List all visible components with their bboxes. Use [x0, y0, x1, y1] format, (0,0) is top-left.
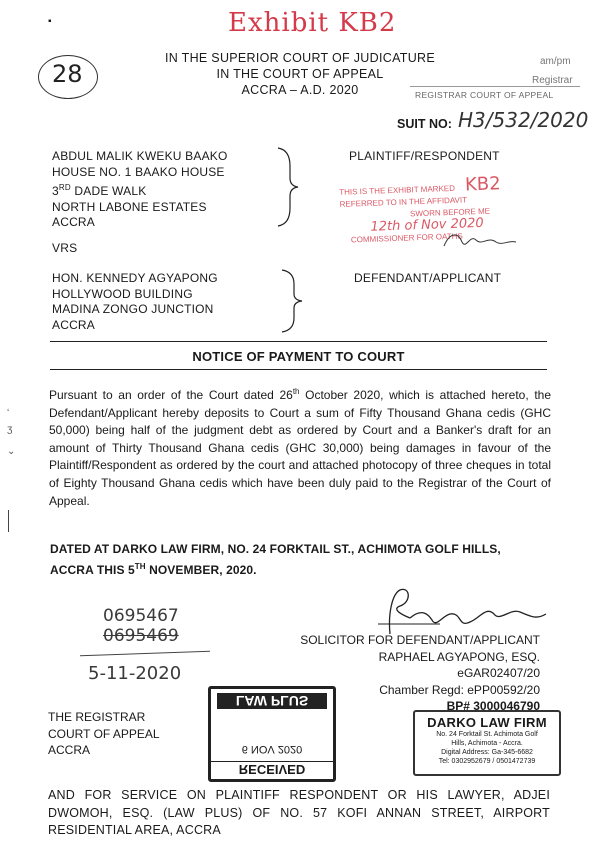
solicitor-block [300, 632, 540, 715]
court-line-3: ACCRA – A.D. 2020 [241, 83, 359, 97]
suit-no-value: H3/532/2020 [458, 108, 589, 132]
notice-body: Pursuant to an order of the Court dated 26th October 2020, which is attached hereto, the Defendant/Applicant hereby deposits to Court a sum of Fifty Thousand Ghana cedis (GHC 50,000) being half of the judgment debt as ordered by Court and a Banker's draft for an amount of Thirty Thousand Ghana cedis (GHC 30,000) being damages in favour of the Plaintiff/Respondent as ordered by the court and attached photocopy of three cheques in total of Eighty Thousand Ghana cedis which have been duly paid to the Registrar of the Court of Appeal. [49, 387, 551, 508]
exhibit-stamp-mark: KB2 [464, 173, 502, 196]
margin-mark-3: ⌄ [7, 446, 16, 457]
solicitor-name: RAPHAEL AGYAPONG, ESQ. [378, 649, 540, 664]
received-stamp-word: RECEIVED [211, 761, 333, 777]
court-line-2: IN THE COURT OF APPEAL [216, 67, 384, 81]
plaintiff-address-2: 3RD DADE WALK [52, 183, 147, 198]
registrar-block [48, 709, 160, 759]
versus: VRS [52, 241, 78, 255]
plaintiff-address-3: NORTH LABONE ESTATES [52, 199, 207, 214]
solicitor-chamber: Chamber Regd: ePP00592/20 [379, 682, 540, 697]
dated-line-2: ACCRA THIS 5TH NOVEMBER, 2020. [50, 562, 257, 577]
plaintiff-address-4: ACCRA [52, 215, 96, 229]
margin-mark-4 [8, 510, 9, 532]
am-pm-mark: am/pm [540, 56, 571, 67]
plaintiff-address-1: HOUSE NO. 1 BAAKO HOUSE [52, 164, 225, 179]
registrar-line-2: COURT OF APPEAL [48, 726, 160, 741]
firm-stamp-line-4: Tel: 0302952679 / 0501472739 [438, 758, 536, 765]
registrar-line-1: THE REGISTRAR [48, 710, 146, 724]
registrar-stamp: REGISTRAR COURT OF APPEAL [415, 90, 554, 100]
title-rule-top [50, 341, 547, 342]
plaintiff-block [52, 149, 228, 231]
suit-no-label: SUIT NO: [397, 117, 452, 131]
plaintiff-brace [276, 146, 300, 228]
received-stamp-date: 6 NOV 2020 [241, 743, 303, 755]
exhibit-stamp-line-3: SWORN BEFORE ME [409, 206, 491, 219]
defendant-block [52, 271, 218, 333]
defendant-name: HON. KENNEDY AGYAPONG [52, 271, 218, 285]
registrar-stamp-line [410, 86, 580, 87]
solicitor-signature [370, 584, 550, 638]
exhibit-stamp-line-1: THIS IS THE EXHIBIT MARKED [339, 183, 456, 197]
received-stamp [208, 686, 336, 782]
court-header [150, 50, 450, 98]
defendant-brace [280, 268, 304, 334]
defendant-address-1: HOLLYWOOD BUILDING [52, 286, 193, 301]
defendant-address-2: MADINA ZONGO JUNCTION [52, 302, 214, 316]
exhibit-stamp-line-2: REFERRED TO IN THE AFFIDAVIT [339, 195, 468, 209]
defendant-address-3: ACCRA [52, 317, 96, 332]
exhibit-stamp-date: 12th of Nov 2020 [370, 215, 484, 235]
dated-line-1: DATED AT DARKO LAW FIRM, NO. 24 FORKTAIL ST., ACHIMOTA GOLF HILLS, [50, 542, 501, 556]
service-paragraph: AND FOR SERVICE ON PLAINTIFF RESPONDENT OR HIS LAWYER, ADJEI DWOMOH, ESQ. (LAW PLUS) OF NO. 57 KOFI ANNAN STREET, AIRPORT RESIDENTIAL AREA, ACCRA [48, 788, 550, 838]
firm-stamp-line-3: Digital Address: Ga-345-6682 [441, 749, 533, 756]
margin-mark-1: ʻ [7, 408, 10, 419]
notice-title: NOTICE OF PAYMENT TO COURT [192, 349, 405, 364]
firm-stamp-line-1: No. 24 Forktail St. Achimota Golf [436, 731, 538, 738]
defendant-role: DEFENDANT/APPLICANT [354, 271, 502, 285]
firm-stamp-name: DARKO LAW FIRM [427, 715, 547, 730]
handwritten-cheque-1: 0695467 [103, 606, 179, 626]
solicitor-title: SOLICITOR FOR DEFENDANT/APPLICANT [300, 633, 540, 647]
solicitor-egar: eGAR02407/20 [457, 666, 540, 680]
plaintiff-role: PLAINTIFF/RESPONDENT [349, 149, 500, 163]
handwritten-underline [80, 651, 210, 657]
dated-block [50, 541, 501, 579]
exhibit-label: Exhibit KB2 [228, 8, 397, 38]
exhibit-stamp-line-4: COMMISSIONER FOR OATHS [350, 231, 463, 245]
registrar-mark: Registrar [532, 75, 573, 86]
margin-mark-2: ʒ [7, 424, 13, 435]
solicitor-bp: BP# 3000046790 [446, 699, 540, 713]
firm-stamp-line-2: Hills, Achimota - Accra. [451, 740, 523, 747]
handwritten-date: 5-11-2020 [88, 663, 182, 684]
court-line-1: IN THE SUPERIOR COURT OF JUDICATURE [164, 51, 435, 65]
plaintiff-name: ABDUL MALIK KWEKU BAAKO [52, 149, 228, 163]
commissioner-signature [440, 228, 520, 252]
title-rule-bottom [50, 369, 547, 370]
handwritten-cheque-2: 0695469 [103, 626, 179, 646]
registrar-line-3: ACCRA [48, 743, 91, 757]
page-number: 28 [52, 60, 83, 88]
firm-stamp [413, 710, 561, 776]
received-stamp-firm: LAW PLUS [217, 693, 327, 709]
left-margin-mark: ▪ [48, 16, 52, 27]
